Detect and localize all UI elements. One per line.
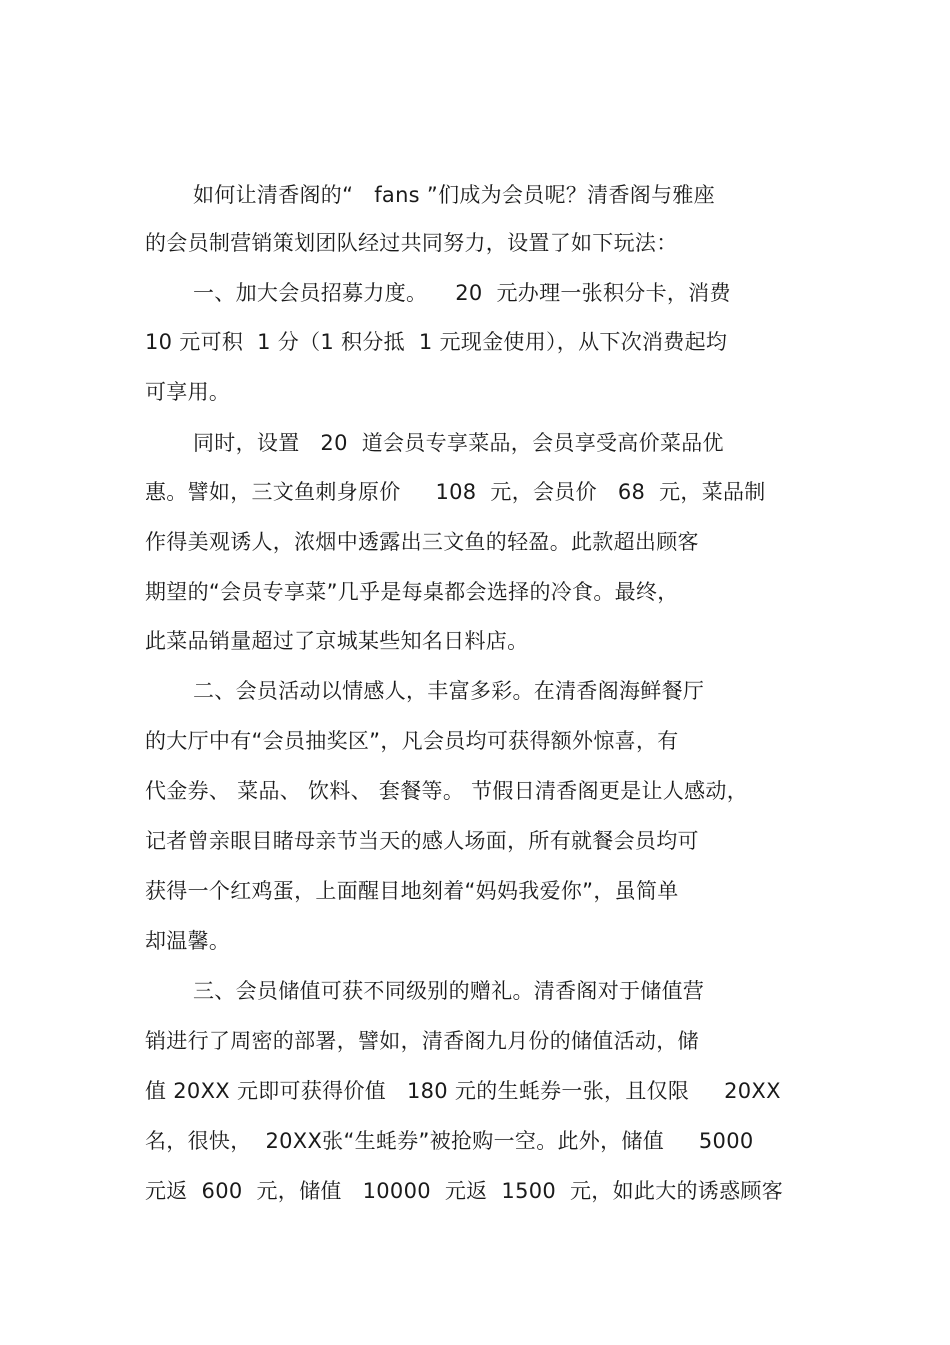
paragraph-line: 二、会员活动以情感人，丰富多彩。在清香阁海鲜餐厅 xyxy=(193,679,705,703)
paragraph-line: 获得一个红鸡蛋，上面醒目地刻着“妈妈我爱你”，虽简单 xyxy=(145,879,679,903)
paragraph-line: 可享用。 xyxy=(145,380,231,404)
paragraph-line: 的会员制营销策划团队经过共同努力，设置了如下玩法： xyxy=(145,231,678,255)
paragraph-line: 元返 600 元，储值 10000 元返 1500 元，如此大的诱惑顾客 xyxy=(145,1179,784,1203)
paragraph-line: 同时，设置 20 道会员专享菜品，会员享受高价菜品优 xyxy=(193,431,724,455)
paragraph-line: 期望的“会员专享菜”几乎是每桌都会选择的冷食。最终， xyxy=(145,580,679,604)
paragraph-line: 10 元可积 1 分（1 积分抵 1 元现金使用），从下次消费起均 xyxy=(145,330,728,354)
paragraph-line: 此菜品销量超过了京城某些知名日料店。 xyxy=(145,629,529,653)
paragraph-line: 记者曾亲眼目睹母亲节当天的感人场面，所有就餐会员均可 xyxy=(145,829,699,853)
paragraph-line: 三、会员储值可获不同级别的赠礼。清香阁对于储值营 xyxy=(193,979,705,1003)
paragraph-line: 的大厅中有“会员抽奖区”，凡会员均可获得额外惊喜，有 xyxy=(145,729,679,753)
paragraph-line: 作得美观诱人，浓烟中透露出三文鱼的轻盈。此款超出顾客 xyxy=(145,530,699,554)
paragraph-line: 销进行了周密的部署，譬如，清香阁九月份的储值活动，储 xyxy=(145,1029,699,1053)
paragraph-line: 值 20XX 元即可获得价值 180 元的生蚝券一张，且仅限 20XX xyxy=(145,1079,781,1103)
paragraph-line: 如何让清香阁的“ fans ”们成为会员呢？清香阁与雅座 xyxy=(193,183,715,207)
paragraph-line: 却温馨。 xyxy=(145,929,231,953)
paragraph-line: 名，很快， 20XX张“生蚝券”被抢购一空。此外，储值 5000 xyxy=(145,1129,754,1153)
paragraph-line: 一、加大会员招募力度。 20 元办理一张积分卡，消费 xyxy=(193,281,731,305)
paragraph-line: 惠。譬如，三文鱼刺身原价 108 元，会员价 68 元，菜品制 xyxy=(145,480,766,504)
paragraph-line: 代金券、 菜品、 饮料、 套餐等。 节假日清香阁更是让人感动， xyxy=(145,779,748,803)
